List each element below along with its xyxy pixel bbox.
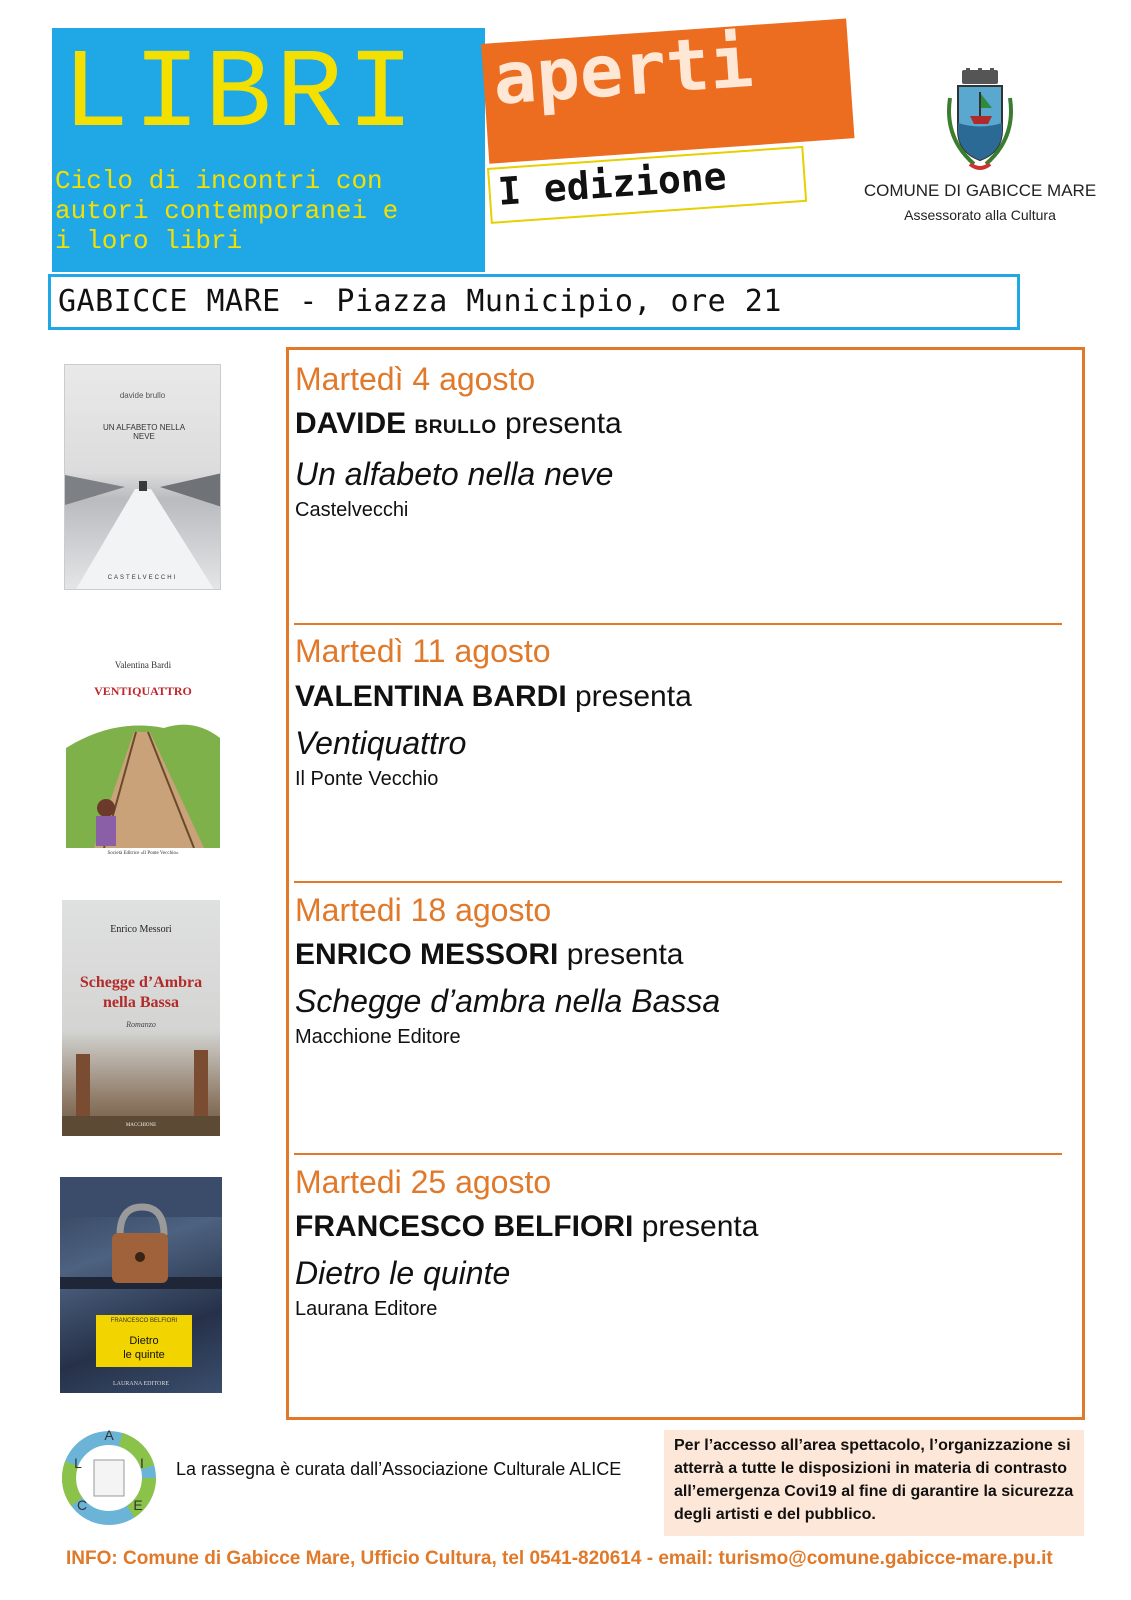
logo-letter: C [76, 1497, 88, 1513]
publisher: Macchione Editore [295, 1026, 461, 1048]
presenta-label: presenta [566, 938, 684, 971]
subtitle-line: autori contemporanei e [55, 196, 399, 226]
book-title: Dietro le quinte [295, 1255, 511, 1291]
cover-publisher: MACCHIONE [125, 1123, 157, 1128]
event-2 [295, 631, 692, 793]
municipality-name: COMUNE DI GABICCE MARE [863, 181, 1097, 200]
cover-author: Valentina Bardi [114, 660, 172, 670]
railway-illustration [64, 708, 222, 848]
publisher: Laurana Editore [295, 1298, 438, 1320]
cover-title: VENTIQUATTRO [94, 684, 192, 698]
book-title: Un alfabeto nella neve [295, 456, 614, 492]
book-title: Schegge d’ambra nella Bassa [295, 983, 721, 1019]
book-title: Ventiquattro [295, 725, 467, 761]
snowy-road-illustration [65, 465, 221, 590]
presenta-label: presenta [504, 407, 622, 440]
subtitle [55, 166, 475, 256]
cover-title: Schegge d’Ambra [79, 974, 203, 991]
municipality-department: Assessorato alla Cultura [904, 207, 1056, 223]
book-cover-schegge [62, 900, 220, 1136]
logo-letter: A [104, 1428, 114, 1443]
event-separator [294, 623, 1062, 625]
cover-author: davide brullo [119, 391, 166, 400]
info-contact-line: INFO: Comune di Gabicce Mare, Ufficio Cultura, tel 0541-820614 - email: turismo@comune.gabicce-mare.pu.it [66, 1548, 1053, 1569]
alice-logo-icon [54, 1428, 164, 1528]
cover-author: FRANCESCO BELFIORI [110, 1318, 178, 1324]
cover-title: UN ALFABETO NELLA NEVE [102, 423, 186, 441]
book-cover-dietro-le-quinte [60, 1177, 222, 1393]
event-3 [295, 890, 720, 1051]
curated-by-text: La rassegna è curata dall’Associazione Culturale ALICE [176, 1459, 622, 1479]
event-presenter [295, 677, 692, 717]
event-date: Martedi 25 agosto [295, 1164, 552, 1200]
subtitle-line: i loro libri [55, 226, 243, 256]
event-separator [294, 881, 1062, 883]
author-name: FRANCESCO BELFIORI [295, 1210, 634, 1243]
book-cover-alfabeto [64, 364, 221, 590]
subtitle-line: Ciclo di incontri con [55, 166, 383, 196]
publisher: Il Ponte Vecchio [295, 768, 439, 790]
cover-title: le quinte [123, 1349, 165, 1361]
edition-label: I edizione [496, 154, 728, 214]
cover-author: Enrico Messori [110, 924, 172, 935]
location-text: GABICCE MARE - Piazza Municipio, ore 21 [58, 284, 782, 319]
author-surname: BRULLO [414, 417, 497, 438]
presenta-label: presenta [575, 680, 692, 713]
logo-letter: E [133, 1497, 143, 1513]
book-cover-ventiquattro [64, 652, 222, 860]
logo-letter: I [140, 1455, 144, 1471]
event-date: Martedì 11 agosto [295, 633, 551, 669]
coat-of-arms-icon [940, 68, 1020, 176]
cover-publisher: LAURANA EDITORE [112, 1381, 170, 1387]
event-date: Martedì 4 agosto [295, 361, 536, 397]
author-name: DAVIDE [295, 407, 407, 440]
cover-genre: Romanzo [126, 1020, 156, 1029]
title-aperti: aperti [490, 18, 756, 121]
cover-publisher: CASTELVECCHI [107, 575, 178, 581]
presenta-label: presenta [641, 1210, 759, 1243]
event-4 [295, 1162, 758, 1323]
cover-publisher: Società Editrice «Il Ponte Vecchio» [107, 851, 179, 856]
event-presenter [295, 404, 622, 448]
event-separator [294, 1153, 1062, 1155]
event-presenter [295, 935, 720, 975]
event-date: Martedi 18 agosto [295, 892, 552, 928]
author-name: ENRICO MESSORI [295, 938, 559, 971]
covid-notice-text: Per l’accesso all’area spettacolo, l’organizzazione si atterrà a tutte le disposizioni in materia di contrasto all’emergenza Covi19 al fine di garantire la sicurezza degli artisti e del pubblico. [674, 1437, 1074, 1523]
logo-letter: L [74, 1455, 82, 1471]
title-libri: LIBRI [62, 32, 419, 159]
event-1 [295, 359, 622, 524]
cover-title: Dietro [129, 1335, 159, 1347]
author-name: VALENTINA BARDI [295, 680, 567, 713]
publisher: Castelvecchi [295, 499, 409, 521]
event-presenter [295, 1207, 758, 1247]
cover-title: nella Bassa [102, 994, 179, 1011]
